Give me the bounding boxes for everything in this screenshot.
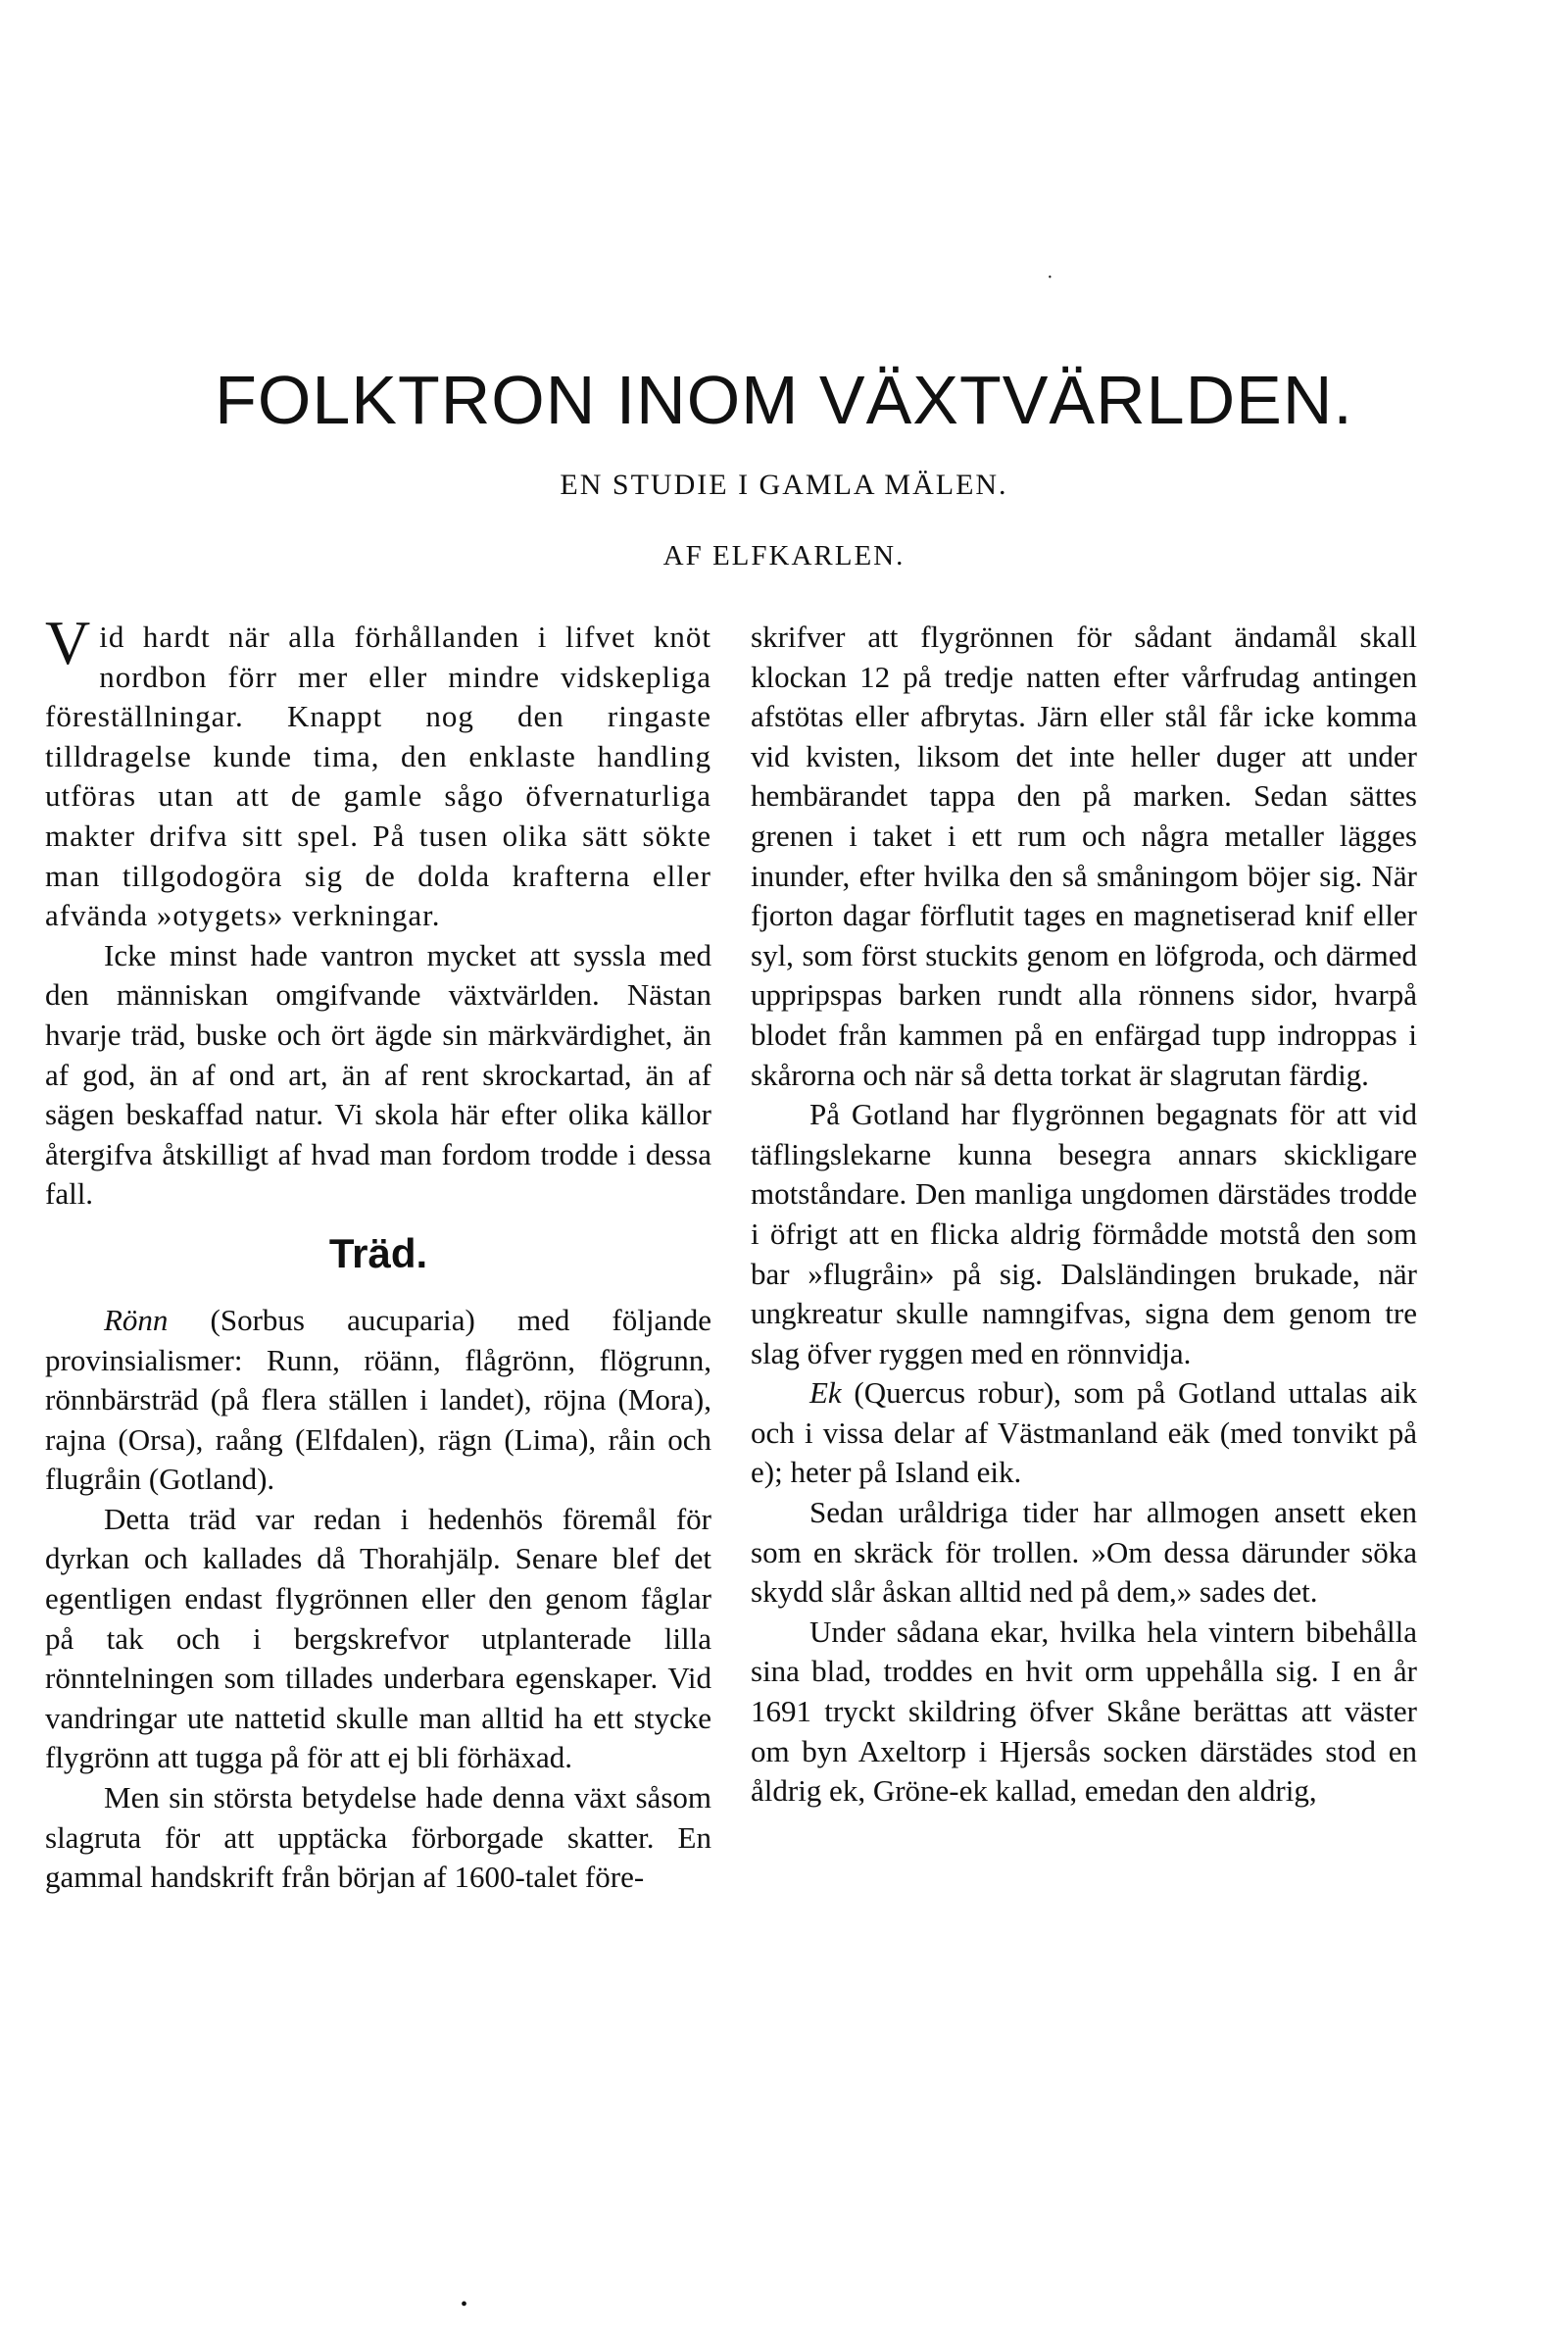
paragraph-text: id hardt när alla förhållanden i lifvet knöt nordbon förr mer eller mindre vidskepliga föreställningar. Knappt nog den ringaste tilldragelse kunde tima, den enklaste handling utföras utan att de gamle sågo öfvernaturliga makter drifva sitt spel. På tusen olika sätt sökte man tillgodogöra sig de dolda krafterna eller afvända »otygets» verkningar. (45, 620, 711, 933)
paragraph: Under sådana ekar, hvilka hela vintern bibehålla sina blad, troddes en hvit orm uppehålla sig. I en år 1691 tryckt skildring öfver Skåne berättas att väster om byn Axeltorp i Hjersås socken därstädes stod en åldrig ek, Gröne-ek kallad, emedan den aldrig, (751, 1614, 1417, 1809)
paragraph: Icke minst hade vantron mycket att syssla med den människan omgifvande växtvärlden. Nästan hvarje träd, buske och ört ägde sin märkvärdighet, än af god, än af ond art, än af rent skrockartad, än af sägen beskaffad natur. Vi skola här efter olika källor återgifva åtskilligt af hvad man fordom trodde i dessa fall. (45, 937, 711, 1212)
paragraph (751, 1373, 1417, 1493)
species-term: Rönn (104, 1302, 169, 1337)
paragraph: skrifver att flygrönnen för sådant ändamål skall klockan 12 på tredje natten efter vårfrudag antingen afstötas eller afbrytas. Järn eller stål får icke komma vid kvisten, liksom det inte heller duger att under hembärandet tappa den på marken. Sedan sättes grenen i taket i ett rum och några metaller lägges inunder, efter hvilka den så småningom böjer sig. När fjorton dagar förflutit tages en magnetiserad knif eller syl, som först stuckits genom en löfgroda, och därmed uppripspas barken rundt alla rönnens sidor, hvarpå blodet från kammen på en enfärgad tupp indroppas i skårorna och när så detta torkat är slagrutan färdig. (751, 620, 1417, 1092)
paragraph-text: (Sorbus aucuparia) med följande provinsialismer: Runn, röänn, flågrönn, flögrunn, rönnbärsträd (på flera ställen i landet), röjna (Mora), rajna (Orsa), raång (Elfdalen), rägn (Lima), råin och flugråin (Gotland). (45, 1302, 711, 1497)
print-speck: • (461, 2294, 468, 2315)
species-term: Ek (809, 1375, 842, 1411)
right-column (751, 618, 1417, 1812)
article-subtitle: EN STUDIE I GAMLA MÄLEN. (560, 469, 1008, 501)
left-column (45, 608, 711, 1898)
article-title: FOLKTRON INOM VÄXTVÄRLDEN. (215, 362, 1353, 438)
paragraph-text: (Quercus robur), som på Gotland uttalas aik och i vissa delar af Västmanland eäk (med tonvikt på e); heter på Island eik. (751, 1375, 1417, 1490)
paragraph: På Gotland har flygrönnen begagnats för att vid täflingslekarne kunna besegra annars skickligare motståndare. Den manliga ungdomen därstädes trodde i öfrigt att en flicka aldrig förmådde motstå den som bar »flugråin» på sig. Dalsländingen brukade, när ungkreatur skulle namngifvas, signa dem genom tre slag öfver ryggen med en rönnvidja. (751, 1097, 1417, 1370)
paragraph: Sedan uråldriga tider har allmogen ansett eken som en skräck för trollen. »Om dessa därunder söka skydd slår åskan alltid ned på dem,» sades det. (751, 1495, 1417, 1610)
section-heading: Träd. (328, 1229, 428, 1276)
print-speck: · (1047, 267, 1054, 288)
paragraph (45, 1301, 711, 1500)
paragraph: Detta träd var redan i hedenhös föremål för dyrkan och kallades då Thorahjälp. Senare blef det egentligen endast flygrönnen eller den genom fåglar på tak och i bergskrefvor utplanterade lilla rönntelningen som tillades underbara egenskaper. Vid vandringar ute nattetid skulle man alltid ha ett stycke flygrönn att tugga på för att ej bli förhäxad. (45, 1501, 711, 1775)
paragraph: Men sin största betydelse hade denna växt såsom slagruta för att upptäcka förborgade skatter. En gammal handskrift från början af 1600-talet före- (45, 1780, 711, 1895)
paragraph (45, 608, 711, 936)
article-byline: AF ELFKARLEN. (662, 540, 906, 572)
drop-cap: V (45, 608, 92, 677)
